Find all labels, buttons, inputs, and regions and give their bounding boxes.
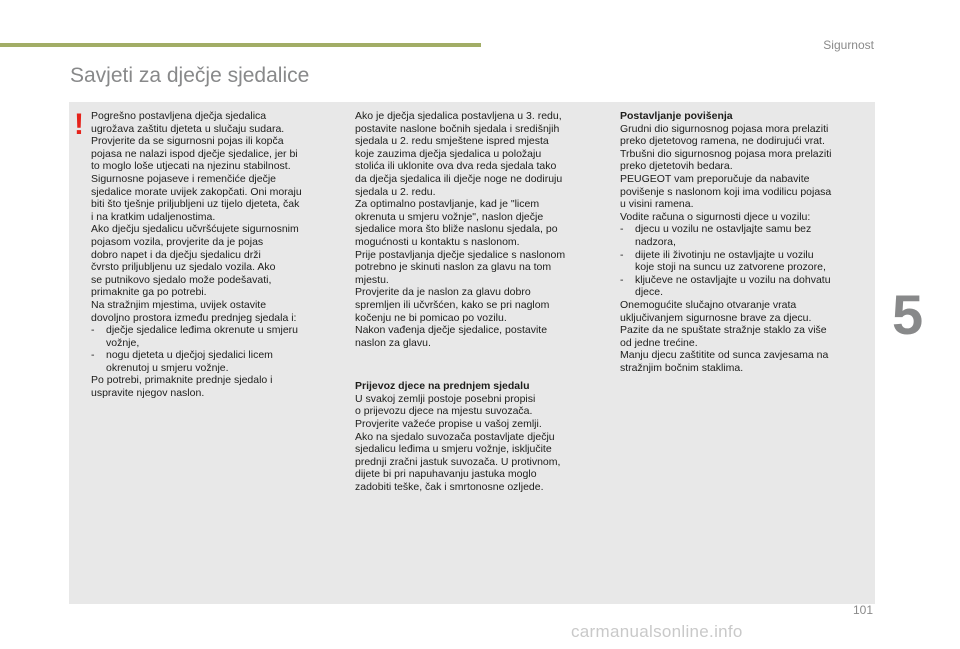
paragraph: Onemogućite slučajno otvaranje vrata uključivanjem sigurnosne brave za djecu. Pazite da ne spuštate stražnje staklo za više od jedne trećine. Manju djecu zaštitite od sunca zavjesama na stražnjim bočnim staklima. (620, 298, 829, 374)
bullet-item: - dijete ili životinju ne ostavljajte u vozilu koje stoji na suncu uz zatvorene prozore, (620, 249, 868, 274)
paragraph: Po potrebi, primaknite prednje sjedalo i uspravite njegov naslon. (91, 374, 273, 400)
header-accent-bar (0, 43, 481, 47)
paragraph: Ako je dječja sjedalica postavljena u 3. redu, postavite naslone bočnih sjedala i središnjih sjedala u 2. redu smještene ispred mjesta koje zauzima dječja sjedalica u položaju stolića ili uklonite ova dva reda sjedala tako da dječja sjedalica ili dječje noge ne dodiruju sjedala u 2. redu. Za optimalno postavljanje, kad je "licem okrenuta u smjeru vožnje", naslon dječje sjedalice mora što bliže naslonu sjedala, po mogućnosti u kontaktu s naslonom. Prije postavljanja dječje sjedalice s naslonom potrebno je skinuti naslon za glavu na tom mjestu. Provjerite da je naslon za glavu dobro spremljen ili učvršćen, kako se pri naglom kočenju ne bi pomicao po vozilu. Nakon vađenja dječje sjedalice, postavite naslon za glavu. (355, 110, 566, 349)
page-title: Savjeti za dječje sjedalice (70, 64, 310, 87)
bullet-item: - nogu djeteta u dječjoj sjedalici licem okrenutoj u smjeru vožnje. (91, 349, 339, 374)
section-label: Sigurnost (823, 38, 874, 52)
section-heading: Postavljanje povišenja (620, 110, 733, 122)
bullet-item: - djecu u vozilu ne ostavljajte samu bez nadzora, (620, 223, 868, 248)
column-right (620, 110, 868, 374)
column-left (91, 110, 339, 400)
paragraph: U svakoj zemlji postoje posebni propisi o prijevozu djece na mjestu suvozača. Provjerite važeće propise u vašoj zemlji. Ako na sjedalo suvozača postavljate dječju sjedalicu leđima u smjeru vožnje, isključite prednji zračni jastuk suvozača. U protivnom, dijete bi pri napuhavanju jastuka moglo zadobiti teške, čak i smrtonosne ozljede. (355, 392, 561, 494)
exclamation-icon: ! (74, 108, 84, 141)
watermark: carmanualsonline.info (571, 622, 743, 641)
column-middle (355, 110, 603, 494)
bullet-item: - ključeve ne ostavljajte u vozilu na dohvatu djece. (620, 274, 868, 299)
page-number: 101 (852, 603, 873, 617)
paragraph: Grudni dio sigurnosnog pojasa mora prelaziti preko djetetovog ramena, ne dodirujući vrat. Trbušni dio sigurnosnog pojasa mora prelaziti preko djetetovih bedara. PEUGEOT vam preporučuje da nabavite povišenje s naslonom koji ima vodilicu pojasa u visini ramena. Vodite računa o sigurnosti djece u vozilu: (620, 122, 832, 223)
warning-text: Pogrešno postavljena dječja sjedalica ugrožava zaštitu djeteta u slučaju sudara. Provjerite da se sigurnosni pojas ili kopča pojasa ne nalazi ispod dječje sjedalice, jer bi to moglo loše utjecati na njezinu stabilnost. Sigurnosne pojaseve i remenčiće dječje sjedalice morate uvijek zakopčati. Oni moraju biti što tješnje priljubljeni uz tijelo djeteta, čak i na kratkim udaljenostima. Ako dječju sjedalicu učvršćujete sigurnosnim pojasom vozila, provjerite da je pojas dobro napet i da dječju sjedalicu drži čvrsto priljubljenu uz sjedalo vozila. Ako se putnikovo sjedalo može podešavati, primaknite ga po potrebi. Na stražnjim mjestima, uvijek ostavite dovoljno prostora između prednjeg sjedala i: (91, 110, 302, 324)
section-heading: Prijevoz djece na prednjem sjedalu (355, 380, 530, 393)
bullet-item: - dječje sjedalice leđima okrenute u smjeru vožnje, (91, 324, 339, 349)
chapter-number: 5 (892, 283, 924, 346)
spacer (355, 349, 603, 380)
